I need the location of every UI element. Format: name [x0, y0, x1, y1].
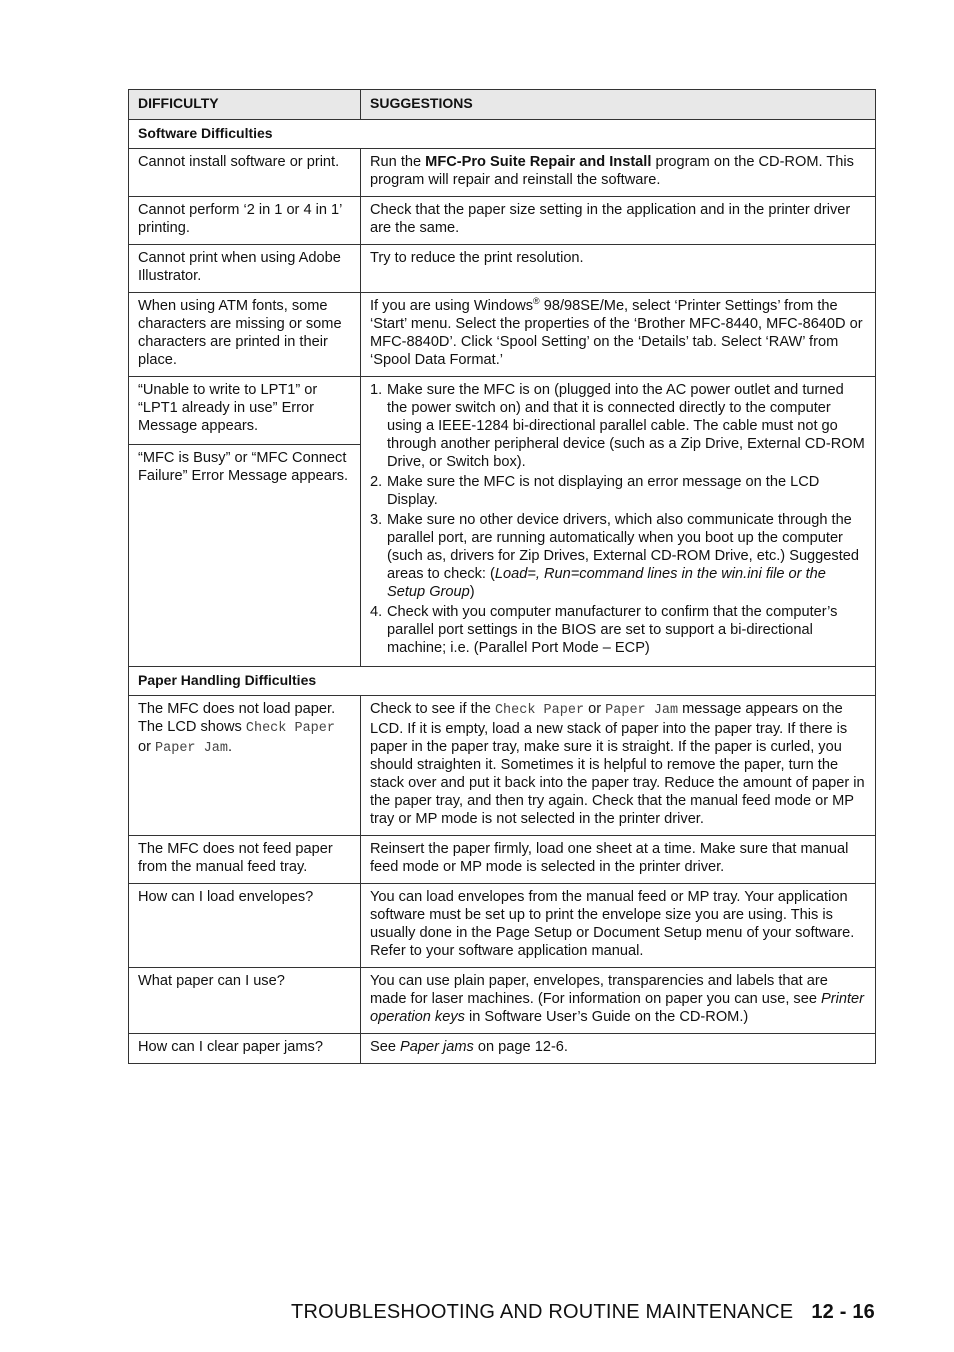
step-text: Make sure no other device drivers, which also communicate through the parallel port, are running automatically when you boot up the computer (such as, drivers for Zip Drives, External CD-ROM Drive, etc.) Suggested areas to check: (: [387, 512, 859, 582]
list-item: [370, 381, 866, 471]
table-row: [129, 696, 876, 836]
suggestion-cell: [361, 149, 876, 197]
table-row: [129, 245, 876, 293]
difficulty-cell: “MFC is Busy” or “MFC Connect Failure” Error Message appears.: [129, 445, 361, 667]
suggestion-cell: [361, 293, 876, 377]
step-text: Make sure the MFC is on (plugged into the AC power outlet and turned the power switch on) and that it is connected directly to the computer using a IEEE-1284 bi-directional parallel cable. The cable must not go through another peripheral device (such as a Zip Drive, External CD-ROM Drive, or Switch box).: [387, 382, 865, 470]
section-title-software: Software Difficulties: [129, 120, 876, 149]
table-row: [129, 149, 876, 197]
section-title-paper: Paper Handling Difficulties: [129, 667, 876, 696]
suggestion-cell: [361, 1034, 876, 1064]
difficulty-cell: [129, 696, 361, 836]
step-text: ): [469, 584, 475, 600]
difficulty-text: or: [138, 739, 156, 755]
lcd-message: Check Paper: [494, 703, 585, 718]
suggestion-text: Run the: [370, 154, 426, 170]
footer-title: TROUBLESHOOTING AND ROUTINE MAINTENANCE: [291, 1301, 794, 1323]
suggestion-cell: [361, 968, 876, 1034]
header-difficulty: DIFFICULTY: [129, 90, 361, 120]
suggestion-cell: Check that the paper size setting in the application and in the printer driver are the same.: [361, 197, 876, 245]
table-row: [129, 197, 876, 245]
suggestion-cell: [361, 377, 876, 667]
lcd-message: Paper Jam: [155, 741, 228, 756]
list-item: [370, 473, 866, 509]
difficulty-text: .: [227, 739, 233, 755]
step-number: 2.: [370, 474, 383, 490]
difficulty-cell: When using ATM fonts, some characters are missing or some characters are printed in their place.: [129, 293, 361, 377]
section-row: [129, 667, 876, 696]
difficulty-cell: Cannot install software or print.: [129, 149, 361, 197]
table-header-row: [129, 90, 876, 120]
steps-list: [370, 381, 866, 657]
troubleshooting-table: [128, 89, 876, 1064]
suggestion-cell: Try to reduce the print resolution.: [361, 245, 876, 293]
step-number: 4.: [370, 604, 383, 620]
table-row: [129, 968, 876, 1034]
table-row: [129, 1034, 876, 1064]
table-row: [129, 377, 876, 445]
table-row: [129, 884, 876, 968]
step-italic: Load=, Run=command lines in the win.ini file or the Setup Group: [387, 566, 826, 600]
suggestion-cell: You can load envelopes from the manual feed or MP tray. Your application software must be set up to print the envelope size you are using. This is usually done in the Page Setup or Document Setup menu of your software. Refer to your software application manual.: [361, 884, 876, 968]
section-row: [129, 120, 876, 149]
difficulty-cell: Cannot perform ‘2 in 1 or 4 in 1’ printing.: [129, 197, 361, 245]
program-name: MFC-Pro Suite Repair and Install: [425, 154, 652, 170]
suggestion-cell: [361, 696, 876, 836]
lcd-message: Paper Jam: [605, 703, 679, 718]
suggestion-text: 98/98SE/Me, select ‘Printer Settings’ from the ‘Start’ menu. Select the properties of the ‘Brother MFC-8440, MFC-8640D or MFC-8840D’. Click ‘Spool Setting’ on the ‘Details’ tab. Select ‘RAW’ from ‘Spool Data Format.’: [370, 298, 863, 368]
suggestion-text: Check to see if the: [370, 701, 495, 717]
difficulty-cell: The MFC does not feed paper from the manual feed tray.: [129, 836, 361, 884]
suggestion-text: message appears on the LCD. If it is empty, load a new stack of paper into the paper tray. If there is paper in the paper tray, make sure it is straight. If the paper is curled, you should straighten it. Sometimes it is helpful to remove the paper, turn the stack over and put it back into the paper tray. Reduce the amount of paper in the paper tray, and then try again. Check that the manual feed mode or MP tray or MP mode is not selected in the printer driver.: [370, 701, 865, 827]
suggestion-text: program on the CD-ROM. This program will repair and reinstall the software.: [370, 154, 854, 188]
suggestion-text: in Software User’s Guide on the CD-ROM.): [464, 1009, 749, 1025]
difficulty-cell: “Unable to write to LPT1” or “LPT1 already in use” Error Message appears.: [129, 377, 361, 445]
difficulty-cell: Cannot print when using Adobe Illustrator.: [129, 245, 361, 293]
step-text: Make sure the MFC is not displaying an error message on the LCD Display.: [387, 474, 820, 508]
list-item: [370, 603, 866, 657]
page-footer: [291, 1301, 875, 1324]
step-number: 1.: [370, 382, 383, 398]
table-row: [129, 836, 876, 884]
table-row: [129, 293, 876, 377]
difficulty-cell: How can I load envelopes?: [129, 884, 361, 968]
step-text: Check with you computer manufacturer to confirm that the computer’s parallel port settings in the BIOS are set to support a bi-directional machine; i.e. (Parallel Port Mode – ECP): [387, 604, 838, 656]
lcd-message: Check Paper: [245, 721, 335, 736]
list-item: [370, 511, 866, 601]
suggestion-text: on page 12-6.: [473, 1039, 568, 1055]
registered-mark: ®: [533, 296, 540, 307]
suggestion-text: See: [370, 1039, 401, 1055]
difficulty-cell: What paper can I use?: [129, 968, 361, 1034]
reference-italic: Paper jams: [400, 1039, 474, 1055]
difficulty-text: The MFC does not load paper. The LCD shows: [138, 701, 336, 735]
suggestion-text: or: [584, 701, 606, 717]
step-number: 3.: [370, 512, 383, 528]
difficulty-cell: How can I clear paper jams?: [129, 1034, 361, 1064]
header-suggestions: SUGGESTIONS: [361, 90, 876, 120]
reference-italic: Printer operation keys: [370, 991, 864, 1025]
suggestion-text: If you are using Windows: [370, 298, 534, 314]
page-number: 12 - 16: [811, 1301, 875, 1323]
suggestion-text: You can use plain paper, envelopes, transparencies and labels that are made for laser machines. (For information on paper you can use, see: [370, 973, 828, 1007]
suggestion-cell: Reinsert the paper firmly, load one sheet at a time. Make sure that manual feed mode or MP mode is selected in the printer driver.: [361, 836, 876, 884]
